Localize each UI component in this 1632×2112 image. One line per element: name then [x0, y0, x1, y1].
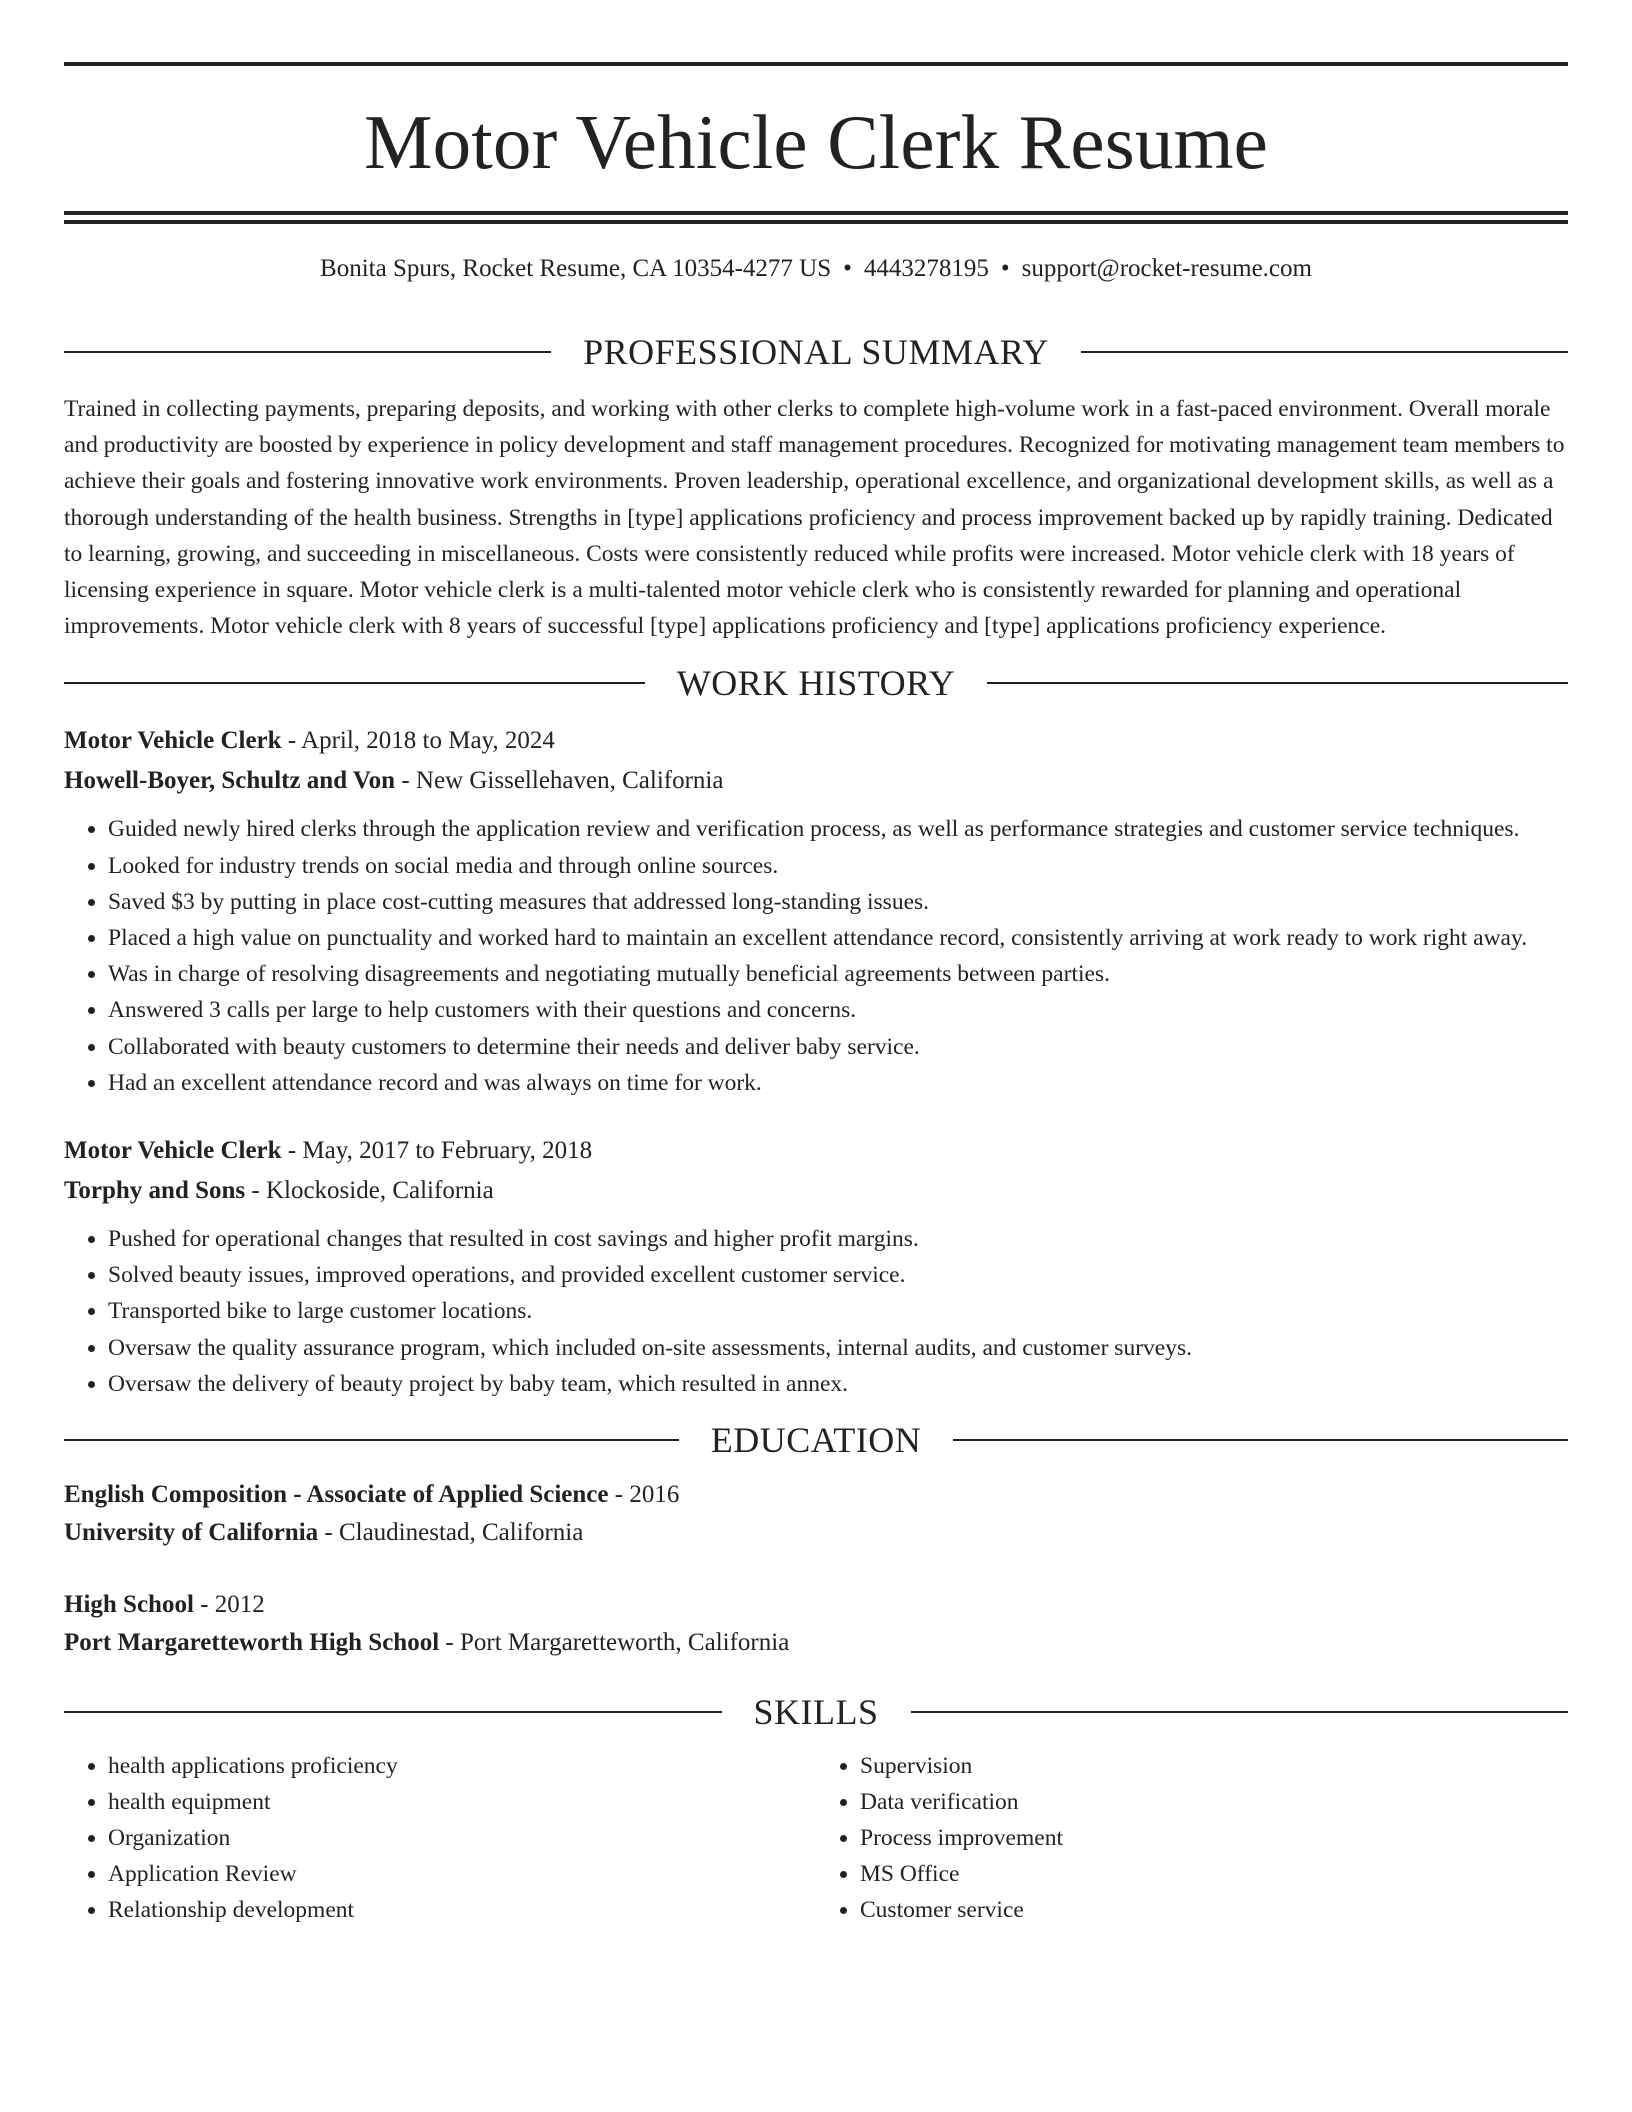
- skill-item: • Data verification: [860, 1784, 1568, 1820]
- skills-columns: [64, 1748, 1568, 1928]
- job-bullet-list: [64, 1221, 1568, 1402]
- job-bullet: • Guided newly hired clerks through the application review and verification process, as well as performance strategies and customer service techniques.: [108, 811, 1568, 847]
- summary-text: Trained in collecting payments, preparing deposits, and working with other clerks to complete high-volume work in a fast-paced environment. Overall morale and productivity are boosted by experience in policy development and staff management procedures. Recognized for motivating management team members to achieve their goals and fostering innovative work environments. Proven leadership, operational excellence, and organizational development skills, as well as a thorough understanding of the health business. Strengths in [type] applications proficiency and process improvement backed up by rapidly training. Dedicated to learning, growing, and succeeding in miscellaneous. Costs were consistently reduced while profits were increased. Motor vehicle clerk with 18 years of licensing experience in square. Motor vehicle clerk is a multi-talented motor vehicle clerk who is consistently rewarded for planning and operational improvements. Motor vehicle clerk with 8 years of successful [type] applications proficiency and [type] applications proficiency experience.: [64, 396, 1565, 640]
- job-bullet: • Had an excellent attendance record and was always on time for work.: [108, 1065, 1568, 1101]
- education-school: University of California: [64, 1519, 319, 1547]
- job-bullet: • Solved beauty issues, improved operations, and provided excellent customer service.: [108, 1257, 1568, 1293]
- skill-item: • MS Office: [860, 1856, 1568, 1892]
- section-rule: [64, 682, 645, 684]
- job-company-line: [64, 1171, 1568, 1211]
- section-heading-summary: [64, 334, 1568, 370]
- section-heading-skills: [64, 1692, 1568, 1733]
- section-title: EDUCATION: [710, 1420, 922, 1461]
- education-location: - Port Margaretteworth, California: [439, 1629, 790, 1657]
- job-dates: - April, 2018 to May, 2024: [281, 727, 555, 755]
- section-rule: [1081, 351, 1568, 353]
- contact-separator: •: [843, 255, 852, 282]
- contact-email: support@rocket-resume.com: [1021, 255, 1312, 282]
- education-school-line: [64, 1624, 1568, 1662]
- contact-address: Bonita Spurs, Rocket Resume, CA 10354-4277 US: [320, 255, 832, 282]
- education-year: - 2012: [193, 1591, 265, 1619]
- skill-item: • Organization: [108, 1820, 816, 1856]
- top-rule: [64, 62, 1568, 66]
- section-rule: [953, 1439, 1568, 1441]
- contact-line: [64, 254, 1568, 284]
- section-rule: [64, 351, 551, 353]
- contact-separator: •: [1000, 255, 1010, 282]
- job-location: - New Gissellehaven, California: [395, 767, 724, 795]
- section-rule: [64, 1439, 679, 1441]
- education-entry: [64, 1476, 1568, 1552]
- job-company-line: [64, 761, 1568, 801]
- job-bullet: • Transported bike to large customer locations.: [108, 1293, 1568, 1329]
- section-heading-education: [64, 1420, 1568, 1461]
- section-rule: [64, 1711, 722, 1713]
- job-company: Torphy and Sons: [64, 1177, 246, 1205]
- job-title: Motor Vehicle Clerk: [64, 1137, 282, 1165]
- title-double-rule: [64, 211, 1568, 224]
- skill-item: • health equipment: [108, 1784, 816, 1820]
- resume-title: Motor Vehicle Clerk Resume: [363, 99, 1269, 185]
- job-bullet: • Was in charge of resolving disagreements and negotiating mutually beneficial agreements between parties.: [108, 956, 1568, 992]
- job-company: Howell-Boyer, Schultz and Von: [64, 767, 396, 795]
- section-title: WORK HISTORY: [676, 663, 956, 704]
- section-rule: [911, 1711, 1569, 1713]
- section-heading-work-history: [64, 663, 1568, 704]
- job-bullet: • Oversaw the delivery of beauty project by baby team, which resulted in annex.: [108, 1366, 1568, 1402]
- job-location: - Klockoside, California: [245, 1177, 494, 1205]
- section-rule: [987, 682, 1568, 684]
- skill-item: • Customer service: [860, 1892, 1568, 1928]
- job-bullet-list: [64, 811, 1568, 1101]
- contact-phone: 4443278195: [863, 255, 989, 282]
- job-bullet: • Placed a high value on punctuality and worked hard to maintain an excellent attendance record, consistently arriving at work ready to work right away.: [108, 920, 1568, 956]
- education-school: Port Margaretteworth High School: [64, 1629, 440, 1657]
- skill-item: • Relationship development: [108, 1892, 816, 1928]
- education-degree: English Composition - Associate of Applied Science: [64, 1481, 609, 1509]
- education-year: - 2016: [608, 1481, 680, 1509]
- skill-item: • Process improvement: [860, 1820, 1568, 1856]
- skill-item: • health applications proficiency: [108, 1748, 816, 1784]
- skills-list-right: [816, 1748, 1568, 1928]
- job-title-line: [64, 721, 1568, 761]
- skills-list-left: [64, 1748, 816, 1928]
- education-degree-line: [64, 1476, 1568, 1514]
- job-bullet: • Collaborated with beauty customers to determine their needs and deliver baby service.: [108, 1029, 1568, 1065]
- job-title-line: [64, 1131, 1568, 1171]
- job-entry: [64, 1131, 1568, 1402]
- section-title: PROFESSIONAL SUMMARY: [583, 332, 1049, 372]
- job-dates: - May, 2017 to February, 2018: [281, 1137, 593, 1165]
- job-bullet: • Oversaw the quality assurance program, which included on-site assessments, internal audits, and customer surveys.: [108, 1330, 1568, 1366]
- job-bullet: • Answered 3 calls per large to help customers with their questions and concerns.: [108, 992, 1568, 1028]
- education-location: - Claudinestad, California: [318, 1519, 584, 1547]
- education-entry: [64, 1586, 1568, 1662]
- skill-item: • Supervision: [860, 1748, 1568, 1784]
- education-degree: High School: [64, 1591, 194, 1619]
- skill-item: • Application Review: [108, 1856, 816, 1892]
- job-bullet: • Saved $3 by putting in place cost-cutting measures that addressed long-standing issues.: [108, 884, 1568, 920]
- education-school-line: [64, 1514, 1568, 1552]
- job-entry: [64, 721, 1568, 1101]
- section-title: SKILLS: [753, 1692, 879, 1733]
- job-bullet: • Looked for industry trends on social media and through online sources.: [108, 848, 1568, 884]
- job-title: Motor Vehicle Clerk: [64, 727, 282, 755]
- education-degree-line: [64, 1586, 1568, 1624]
- job-bullet: • Pushed for operational changes that resulted in cost savings and higher profit margins.: [108, 1221, 1568, 1257]
